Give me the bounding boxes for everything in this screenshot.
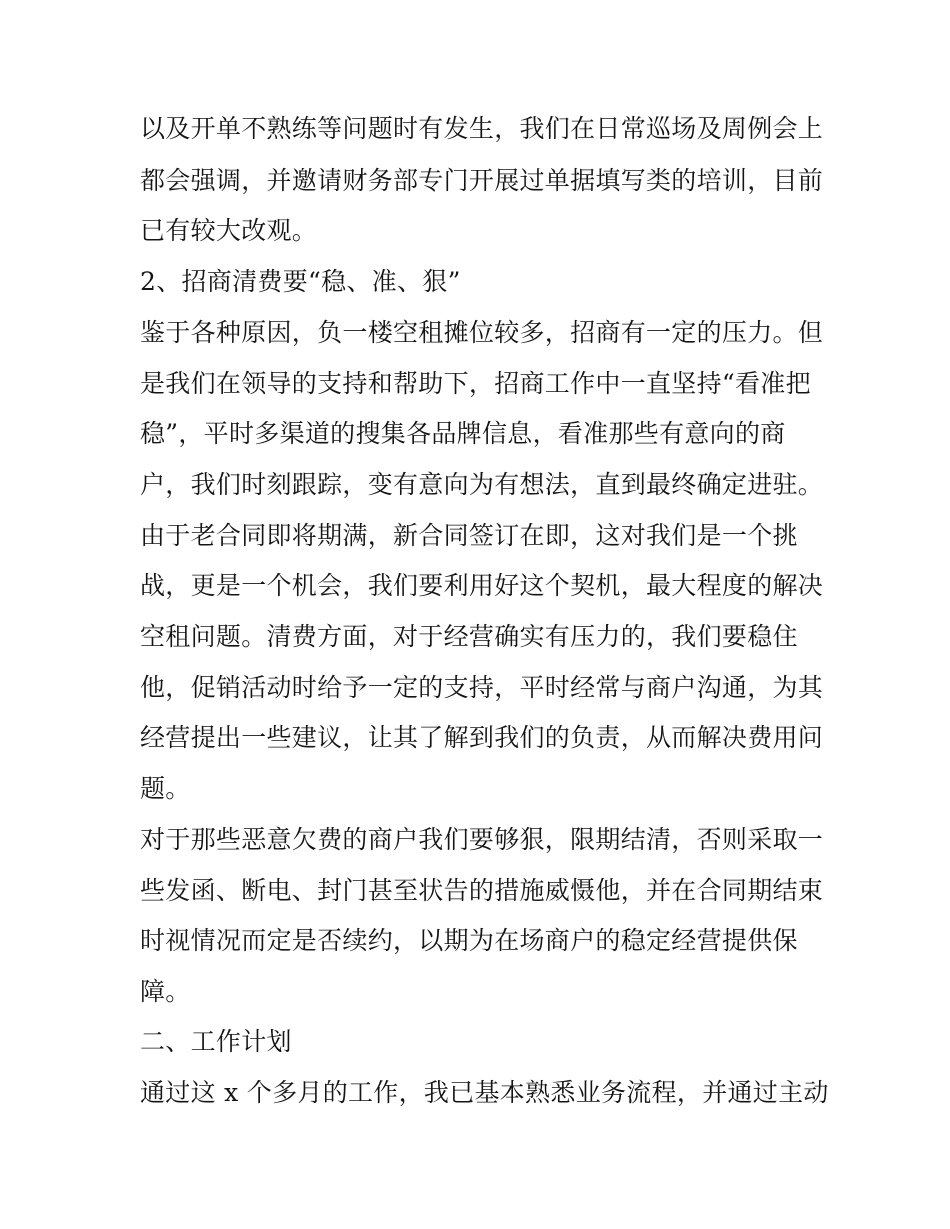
section-heading: 2、招商清费要“稳、准、狠” (140, 267, 461, 296)
text-line: 时视情况而定是否续约，以期为在场商户的稳定经营提供保 (140, 926, 798, 955)
text-line: 空租问题。清费方面，对于经营确实有压力的，我们要稳住 (140, 622, 798, 651)
text-line: 障。 (140, 977, 191, 1006)
text-line: 是我们在领导的支持和帮助下，招商工作中一直坚持“看准把 (140, 369, 811, 398)
text-line: 战，更是一个机会，我们要利用好这个契机，最大程度的解决 (140, 571, 824, 600)
text-line: 经营提出一些建议，让其了解到我们的负责，从而解决费用问 (140, 723, 824, 752)
text-line: 都会强调，并邀请财务部专门开展过单据填写类的培训，目前 (140, 166, 824, 195)
text-line: 些发函、断电、封门甚至状告的措施威慑他，并在合同期结束 (140, 876, 824, 905)
text-line: 以及开单不熟练等问题时有发生，我们在日常巡场及周例会上 (140, 114, 824, 143)
text-line: 由于老合同即将期满，新合同签订在即，这对我们是一个挑 (140, 521, 798, 550)
text-line: 已有较大改观。 (140, 216, 318, 245)
text-line: 对于那些恶意欠费的商户我们要够狠，限期结清，否则采取一 (140, 825, 824, 854)
section-heading: 二、工作计划 (140, 1027, 292, 1056)
text-line: 通过这 x 个多月的工作，我已基本熟悉业务流程，并通过主动 (140, 1078, 829, 1107)
text-line: 鉴于各种原因，负一楼空租摊位较多，招商有一定的压力。但 (140, 318, 824, 347)
text-line: 户，我们时刻跟踪，变有意向为有想法，直到最终确定进驻。 (140, 470, 824, 499)
text-line: 他，促销活动时给予一定的支持，平时经常与商户沟通，为其 (140, 673, 824, 702)
text-line: 题。 (140, 774, 191, 803)
text-line: 稳”，平时多渠道的搜集各品牌信息，看准那些有意向的商 (140, 419, 786, 448)
